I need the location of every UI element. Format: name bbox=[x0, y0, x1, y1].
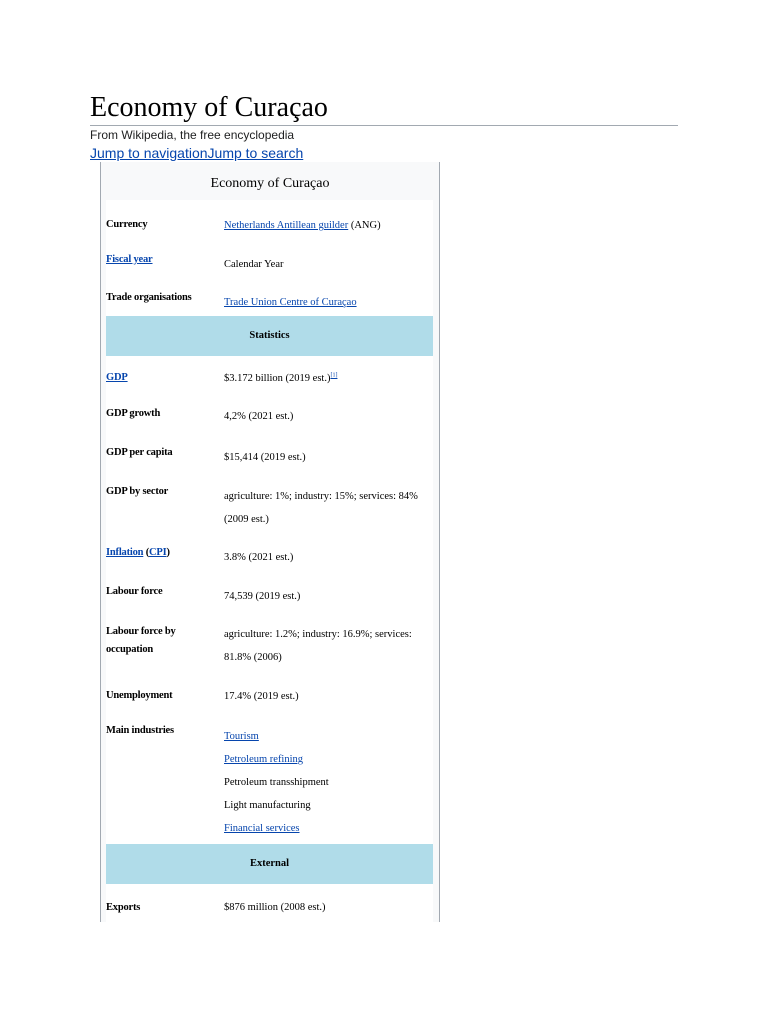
infobox bbox=[100, 162, 440, 922]
value-gdp-growth: 4,2% (2021 est.) bbox=[224, 411, 294, 422]
value-exports: $876 million (2008 est.) bbox=[224, 902, 326, 913]
label-labour-force: Labour force bbox=[106, 586, 163, 597]
label-unemployment: Unemployment bbox=[106, 690, 173, 701]
value-gdp bbox=[224, 367, 433, 390]
inflation-link[interactable]: Inflation bbox=[106, 547, 144, 558]
value-currency bbox=[224, 214, 433, 237]
label-exports: Exports bbox=[106, 902, 141, 913]
section-external: External bbox=[106, 844, 433, 884]
value-gdp-by-sector bbox=[224, 485, 433, 531]
row-fiscal-year bbox=[106, 251, 433, 281]
value-gdp-per-capita: $15,414 (2019 est.) bbox=[224, 452, 306, 463]
value-labour-force: 74,539 (2019 est.) bbox=[224, 591, 301, 602]
gdp-value: $3.172 billion (2019 est.) bbox=[224, 373, 331, 384]
inflation-paren-close: ) bbox=[166, 547, 170, 558]
label-fiscal-year bbox=[106, 251, 220, 269]
value-fiscal-year: Calendar Year bbox=[224, 259, 284, 270]
trade-union-link[interactable]: Trade Union Centre of Curaçao bbox=[224, 297, 357, 308]
label-trade-organisations: Trade organisations bbox=[106, 292, 192, 303]
currency-code: (ANG) bbox=[348, 220, 381, 231]
label-inflation bbox=[106, 544, 220, 562]
labour-by-occupation-line-2: 81.8% (2006) bbox=[224, 652, 282, 663]
jump-to-navigation-link[interactable]: Jump to navigation bbox=[90, 145, 208, 161]
value-labour-by-occupation bbox=[224, 623, 433, 669]
fiscal-year-link[interactable]: Fiscal year bbox=[106, 254, 153, 265]
label-gdp-by-sector: GDP by sector bbox=[106, 486, 169, 497]
value-inflation: 3.8% (2021 est.) bbox=[224, 552, 294, 563]
currency-link[interactable]: Netherlands Antillean guilder bbox=[224, 220, 349, 231]
cpi-link[interactable]: CPI bbox=[149, 547, 167, 558]
industry-financial-services-link[interactable]: Financial services bbox=[224, 823, 300, 834]
infobox-title: Economy of Curaçao bbox=[210, 176, 330, 191]
jump-to-search-link[interactable]: Jump to search bbox=[207, 145, 304, 161]
label-gdp bbox=[106, 369, 220, 387]
industry-light-manufacturing: Light manufacturing bbox=[224, 800, 311, 811]
site-tagline: From Wikipedia, the free encyclopedia bbox=[90, 128, 295, 142]
value-unemployment: 17.4% (2019 est.) bbox=[224, 691, 299, 702]
label-gdp-per-capita: GDP per capita bbox=[106, 447, 173, 458]
row-currency bbox=[106, 214, 433, 244]
labour-by-occupation-line-1: agriculture: 1.2%; industry: 16.9%; services: bbox=[224, 629, 412, 640]
jump-links bbox=[90, 144, 303, 162]
gdp-reference-link[interactable]: [1] bbox=[330, 372, 338, 379]
page-title: Economy of Curaçao bbox=[90, 92, 328, 123]
label-main-industries: Main industries bbox=[106, 725, 174, 736]
value-main-industries bbox=[224, 725, 433, 840]
gdp-by-sector-line-1: agriculture: 1%; industry: 15%; services: 84% bbox=[224, 491, 418, 502]
industry-tourism-link[interactable]: Tourism bbox=[224, 731, 259, 742]
gdp-link[interactable]: GDP bbox=[106, 372, 128, 383]
inflation-paren-open: ( bbox=[143, 547, 150, 558]
gdp-by-sector-line-2: (2009 est.) bbox=[224, 514, 269, 525]
value-trade-organisations bbox=[224, 291, 433, 314]
label-gdp-growth: GDP growth bbox=[106, 408, 161, 419]
label-labour-by-occupation: Labour force by occupation bbox=[106, 626, 176, 655]
industry-petroleum-refining-link[interactable]: Petroleum refining bbox=[224, 754, 304, 765]
industry-petroleum-transshipment: Petroleum transshipment bbox=[224, 777, 329, 788]
label-currency: Currency bbox=[106, 219, 148, 230]
title-divider bbox=[90, 125, 678, 126]
section-statistics: Statistics bbox=[106, 316, 433, 356]
